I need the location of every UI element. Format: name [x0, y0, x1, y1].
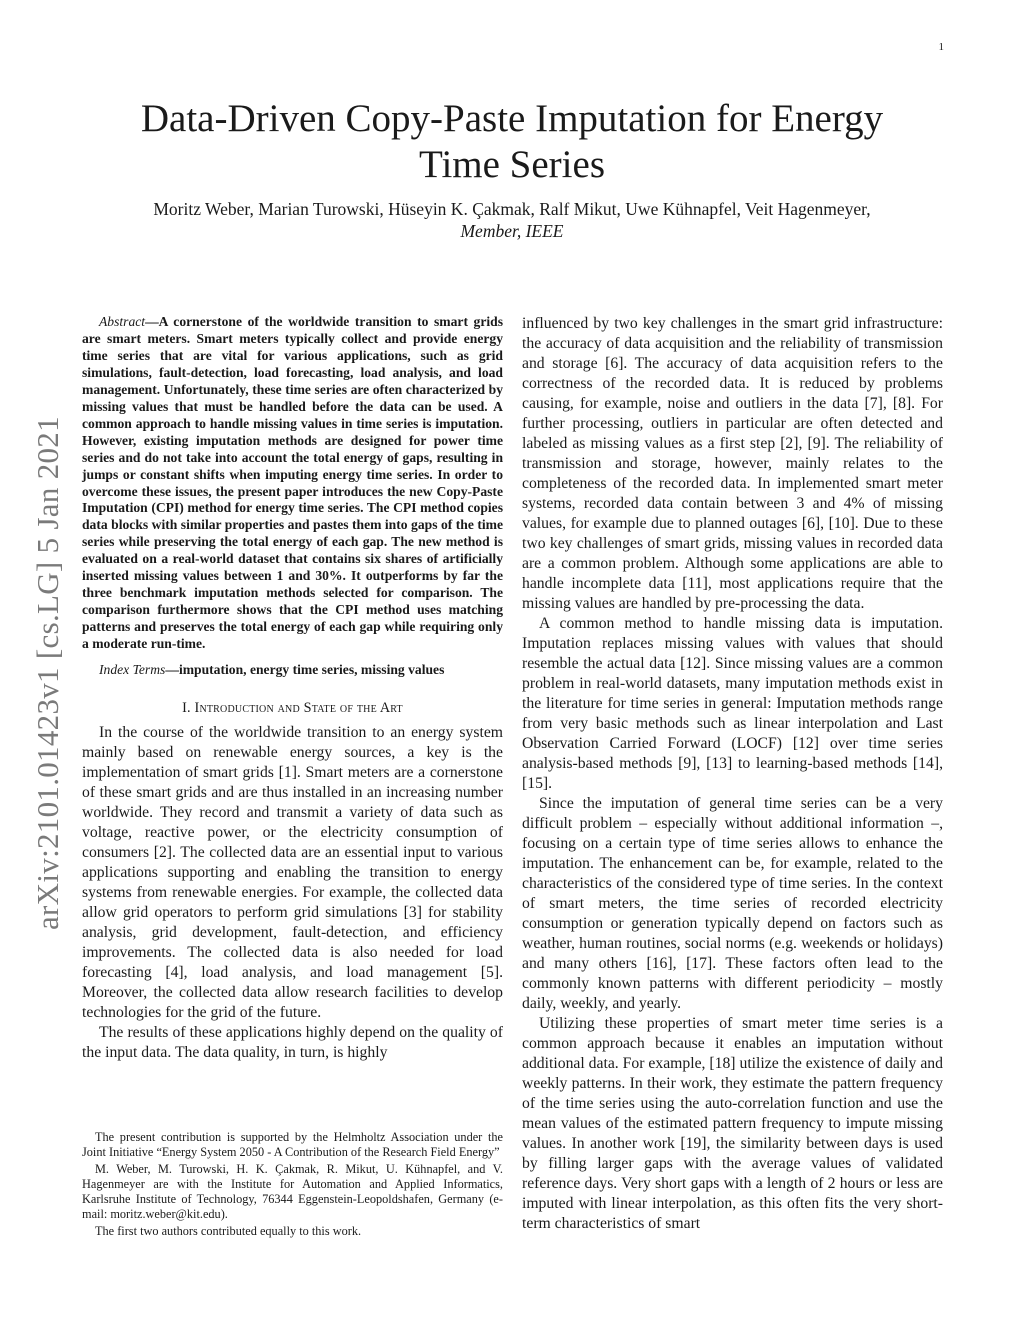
body-paragraph: Since the imputation of general time series can be a very difficult problem – especially without additional information –, focusing on a certain type of time series allows to enhance the imputation. The enhancement can be, for example, related to the characteristics of the considered type of time series. In the context of smart meters, the time series of recorded electricity consumption or generation typically depend on factors such as weather, human routines, social norms (e.g. weekends or holidays) and many others [16], [17]. These factors often lead to the commonly known patterns with different periodicity – mostly daily, weekly, and yearly.	[522, 795, 943, 1012]
abstract-label: Abstract	[99, 314, 146, 329]
body-paragraph: influenced by two key challenges in the smart grid infrastructure: the accuracy of data acquisition and the reliability of transmission and storage [6]. The accuracy of data acquisition refers to the correctness of the recorded data. It is reduced by problems causing, for example, noise and outliers in the data [7], [8]. For further processing, outliers in particular are often detected and labeled as missing values as a first step [2], [9]. The reliability of transmission and storage, however, mainly relates to the completeness of the recorded data. In implemented smart meter systems, recorded data contain between 3 and 4% of missing values, for example due to planned outages [6], [10]. Due to these two key challenges of smart grids, missing values in recorded data are a common problem. Although some applications are able to handle incomplete data [11], most applications require that the missing values are handled by pre-processing the data.	[522, 315, 943, 612]
section-title: Introduction and State of the Art	[194, 700, 403, 717]
abstract	[82, 314, 503, 653]
page-number: 1	[938, 41, 944, 53]
footnote: The present contribution is supported by the Helmholtz Association under the Joint Initiative “Energy System 2050 - A Contribution of the Research Field Energy”	[82, 1130, 503, 1159]
abstract-text: —A cornerstone of the worldwide transition to smart grids are smart meters. Smart meters typically collect and provide energy time series that are vital for various applications, such as grid simulations, fault-detection, load forecasting, load analysis, and load management. Unfortunately, these time series are often characterized by missing values that must be handled before the data can be used. A common approach to handle missing values in time series is imputation. However, existing imputation methods are designed for power time series and do not take into account the total energy of gaps, resulting in jumps or constant shifts when imputing energy time series. In order to overcome these issues, the present paper introduces the new Copy-Paste Imputation (CPI) method for energy time series. The CPI method copies data blocks with similar properties and pastes them into gaps of the time series while preserving the total energy of each gap. The new method is evaluated on a real-world dataset that contains six shares of artificially inserted missing values between 1 and 30%. It outperforms by far the three benchmark imputation methods selected for comparison. The comparison furthermore shows that the CPI method uses matching patterns and preserves the total energy of each gap while requiring only a moderate run-time.	[82, 314, 503, 652]
paper-title: Data-Driven Copy-Paste Imputation for Energy Time Series	[140, 97, 884, 186]
section-heading	[82, 700, 503, 717]
right-column	[522, 314, 943, 1234]
footnote: The first two authors contributed equally to this work.	[95, 1224, 362, 1238]
index-terms-label: Index Terms	[99, 662, 166, 678]
body-paragraph: In the course of the worldwide transition to an energy system mainly based on renewable energy sources, a key is the implementation of smart grids [1]. Smart meters are a cornerstone of these smart grids and are thus installed in an increasing number worldwide. They record and transmit a variety of data such as voltage, reactive power, or the electricity consumption of consumers [2]. The collected data are an essential input to various applications supporting and enabling the transition to energy systems from renewable energies. For example, the collected data allow grid operators to perform grid simulations [3] for stability analysis, grid development, fault-detection, and efficiency improvements. The collected data is also needed for load forecasting [4], load analysis, and load management [5]. Moreover, the collected data allow research facilities to develop technologies for the grid of the future.	[82, 724, 503, 1022]
footnotes	[82, 1130, 503, 1241]
section-number: I.	[182, 700, 191, 717]
index-terms-text: —imputation, energy time series, missing values	[165, 662, 445, 678]
arxiv-stamp: arXiv:2101.01423v1 [cs.LG] 5 Jan 2021	[30, 416, 65, 930]
author-names: Moritz Weber, Marian Turowski, Hüseyin K. Çakmak, Ralf Mikut, Uwe Kühnapfel, Veit Hagenmeyer,	[153, 199, 871, 219]
index-terms	[82, 661, 503, 678]
author-role: Member, IEEE	[460, 221, 564, 241]
body-paragraph: Utilizing these properties of smart meter time series is a common approach because it enables an imputation without additional data. For example, [18] utilize the existence of daily and weekly patterns. In their work, they estimate the pattern frequency of the time series using the auto-correlation function and use the mean values of the estimated pattern frequency to impute missing values. In another work [19], the similarity between days is used by filling larger gaps with the average values of validated reference days. Very short gaps with a length of 2 hours or less are imputed with linear interpolation, as this often fits the very short-term characteristics of smart	[522, 1015, 943, 1232]
body-paragraph: The results of these applications highly depend on the quality of the input data. The data quality, in turn, is highly	[82, 1024, 503, 1062]
footnote: M. Weber, M. Turowski, H. K. Çakmak, R. Mikut, U. Kühnapfel, and V. Hagenmeyer are with the Institute for Automation and Applied Informatics, Karlsruhe Institute of Technology, 76344 Eggenstein-Leopoldshafen, Germany (e-mail: moritz.weber@kit.edu).	[82, 1162, 503, 1221]
left-column	[82, 314, 503, 1063]
author-list	[150, 198, 874, 242]
body-paragraph: A common method to handle missing data is imputation. Imputation replaces missing values with values that should resemble the actual data [12]. Since missing values are a common problem in real-world datasets, many imputation methods exist in the literature for time series in general: Imputation methods range from very basic methods such as linear interpolation and Last Observation Carried Forward (LOCF) [12] over time series analysis-based methods [9], [13] to learning-based methods [14], [15].	[522, 615, 943, 792]
